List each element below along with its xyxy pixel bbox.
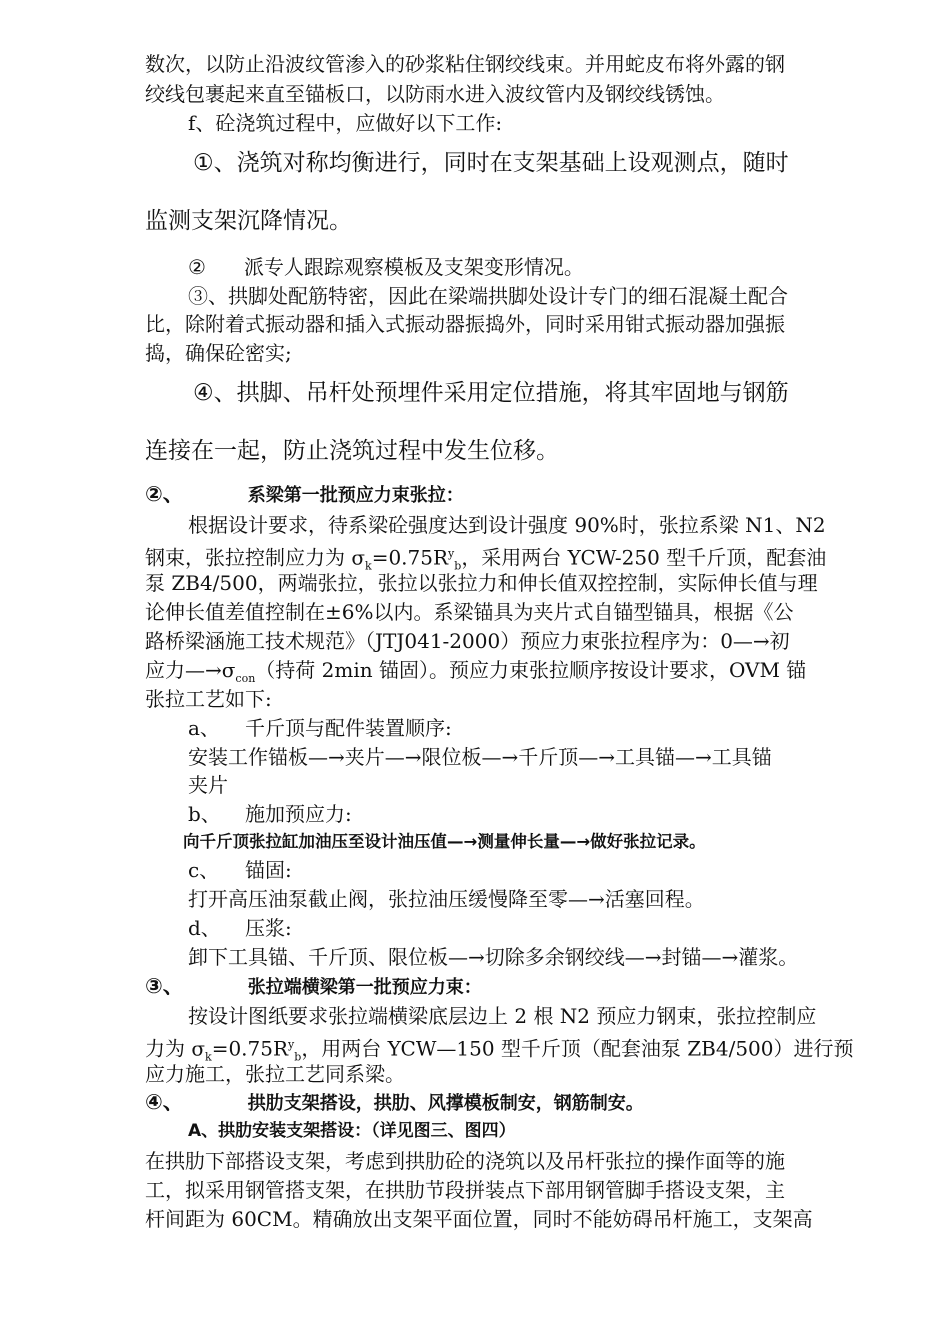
list-item-label: d、 压浆: xyxy=(188,916,292,940)
text-line: 应力施工，张拉工艺同系梁。 xyxy=(145,1062,405,1086)
text-line-large: ①、浇筑对称均衡进行，同时在支架基础上设观测点，随时 xyxy=(193,150,789,176)
text-line: 张拉工艺如下: xyxy=(145,687,272,711)
section-title: 拱肋支架搭设，拱肋、风撑模板制安，钢筋制安。 xyxy=(247,1093,644,1114)
text-line: f、砼浇筑过程中，应做好以下工作: xyxy=(188,111,503,135)
text-line: 安装工作锚板—→夹片—→限位板—→千斤顶—→工具锚—→工具锚 xyxy=(188,745,772,769)
text-line: 应力$—\to\sigma_{con}$（持荷 2min 锚固）。预应力束张拉顺序按设计要求，OVM 锚 xyxy=(145,658,807,685)
text-line: 夹片 xyxy=(188,773,228,797)
text-line: 打开高压油泵截止阀，张拉油压缓慢降至零—→活塞回程。 xyxy=(188,887,705,911)
item-marker: ② xyxy=(188,255,206,279)
text-line-large: 连接在一起，防止浇筑过程中发生位移。 xyxy=(145,438,559,464)
text-line: 在拱肋下部搭设支架，考虑到拱肋砼的浇筑以及吊杆张拉的操作面等的施 xyxy=(145,1149,785,1173)
subsection-heading: A、拱肋安装支架搭设：（详见图三、图四） xyxy=(188,1121,516,1141)
text-line: 论伸长值差值控制在±6%以内。系梁锚具为夹片式自锚型锚具，根据《公 xyxy=(145,600,794,624)
text-line: 力为 $\sigma_k=0.75R^y_b$，用两台 YCW—150 型千斤顶（配套油泵 ZB4/500）进行预 xyxy=(145,1036,854,1064)
text-line: 按设计图纸要求张拉端横梁底层边上 2 根 N2 预应力钢束，张拉控制应 xyxy=(188,1004,817,1028)
text-line-large: 监测支架沉降情况。 xyxy=(145,208,352,234)
list-item-label: b、 施加预应力: xyxy=(188,802,352,826)
item-text: 派专人跟踪观察模板及支架变形情况。 xyxy=(243,255,584,279)
list-item-label: a、 千斤顶与配件装置顺序: xyxy=(188,716,452,740)
text-line: 钢束，张拉控制应力为 $\sigma_k=0.75R^y_b$，采用两台 YCW-250 型千斤顶，配套油 xyxy=(145,545,827,573)
text-line: 绞线包裹起来直至锚板口，以防雨水进入波纹管内及钢绞线锈蚀。 xyxy=(145,82,725,106)
text-line-large: ④、拱脚、吊杆处预埋件采用定位措施，将其牢固地与钢筋 xyxy=(193,380,789,406)
text-line: 路桥梁涵施工技术规范》（JTJ041-2000）预应力束张拉程序为：0—→初 xyxy=(145,629,790,653)
text-line: 卸下工具锚、千斤顶、限位板—→切除多余钢绞线—→封锚—→灌浆。 xyxy=(188,945,799,969)
section-heading xyxy=(145,481,464,509)
text-line: 比，除附着式振动器和插入式振动器振捣外，同时采用钳式振动器加强振 xyxy=(145,312,785,336)
text-line: 数次，以防止沿波纹管渗入的砂浆粘住钢绞线束。并用蛇皮布将外露的钢 xyxy=(145,52,785,76)
text-line xyxy=(188,253,584,281)
section-number: ③、 xyxy=(145,974,184,998)
text-line: 捣，确保砼密实; xyxy=(145,341,292,365)
text-line: 杆间距为 60CM。精确放出支架平面位置，同时不能妨碍吊杆施工，支架高 xyxy=(145,1207,813,1231)
section-number: ④、 xyxy=(145,1090,184,1114)
section-title: 系梁第一批预应力束张拉： xyxy=(247,485,464,506)
section-number: ②、 xyxy=(145,482,184,506)
section-title: 张拉端横梁第一批预应力束： xyxy=(247,977,482,998)
text-line: 工，拟采用钢管搭支架，在拱肋节段拼装点下部用钢管脚手搭设支架，主 xyxy=(145,1178,785,1202)
text-line: ③、拱脚处配筋特密，因此在梁端拱脚处设计专门的细石混凝土配合 xyxy=(188,284,788,308)
text-line: 根据设计要求，待系梁砼强度达到设计强度 90%时，张拉系梁 N1、N2 xyxy=(188,513,826,537)
text-line: 泵 ZB4/500，两端张拉，张拉以张拉力和伸长值双控控制，实际伸长值与理 xyxy=(145,571,818,595)
section-heading xyxy=(145,973,482,1001)
section-heading xyxy=(145,1089,644,1117)
list-item-label: c、 锚固: xyxy=(188,858,292,882)
text-line-bold: 向千斤顶张拉缸加油压至设计油压值—→测量伸长量—→做好张拉记录。 xyxy=(183,832,706,851)
